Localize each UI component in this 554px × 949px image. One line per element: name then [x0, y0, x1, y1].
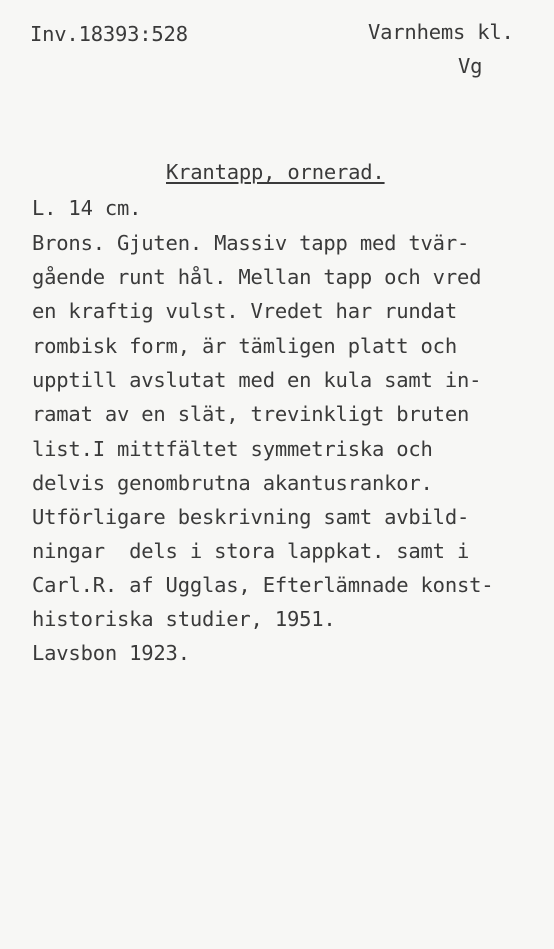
text-line: Carl.R. af Ugglas, Efterlämnade konst- [32, 573, 494, 597]
text-line: historiska studier, 1951. [32, 607, 336, 631]
text-line: ningar dels i stora lappkat. samt i [32, 539, 470, 563]
text-line: gående runt hål. Mellan tapp och vred [32, 265, 482, 289]
text-line: rombisk form, är tämligen platt och [32, 334, 457, 358]
region: Vg [458, 54, 483, 78]
text-line: delvis genombrutna akantusrankor. [32, 471, 433, 495]
text-line: en kraftig vulst. Vredet har rundat [32, 299, 457, 323]
text-line: upptill avslutat med en kula samt in- [32, 368, 482, 392]
text-line: Brons. Gjuten. Massiv tapp med tvär- [32, 231, 470, 255]
text-line: list.I mittfältet symmetriska och [32, 437, 433, 461]
text-line-dimension: L. 14 cm. [32, 196, 142, 220]
text-line: ramat av en slät, trevinkligt bruten [32, 402, 470, 426]
location: Varnhems kl. [368, 20, 514, 44]
text-line-provenance: Lavsbon 1923. [32, 641, 190, 665]
text-line: Utförligare beskrivning samt avbild- [32, 505, 470, 529]
inventory-number: Inv.18393:528 [30, 22, 188, 46]
card-title: Krantapp, ornerad. [166, 160, 385, 184]
